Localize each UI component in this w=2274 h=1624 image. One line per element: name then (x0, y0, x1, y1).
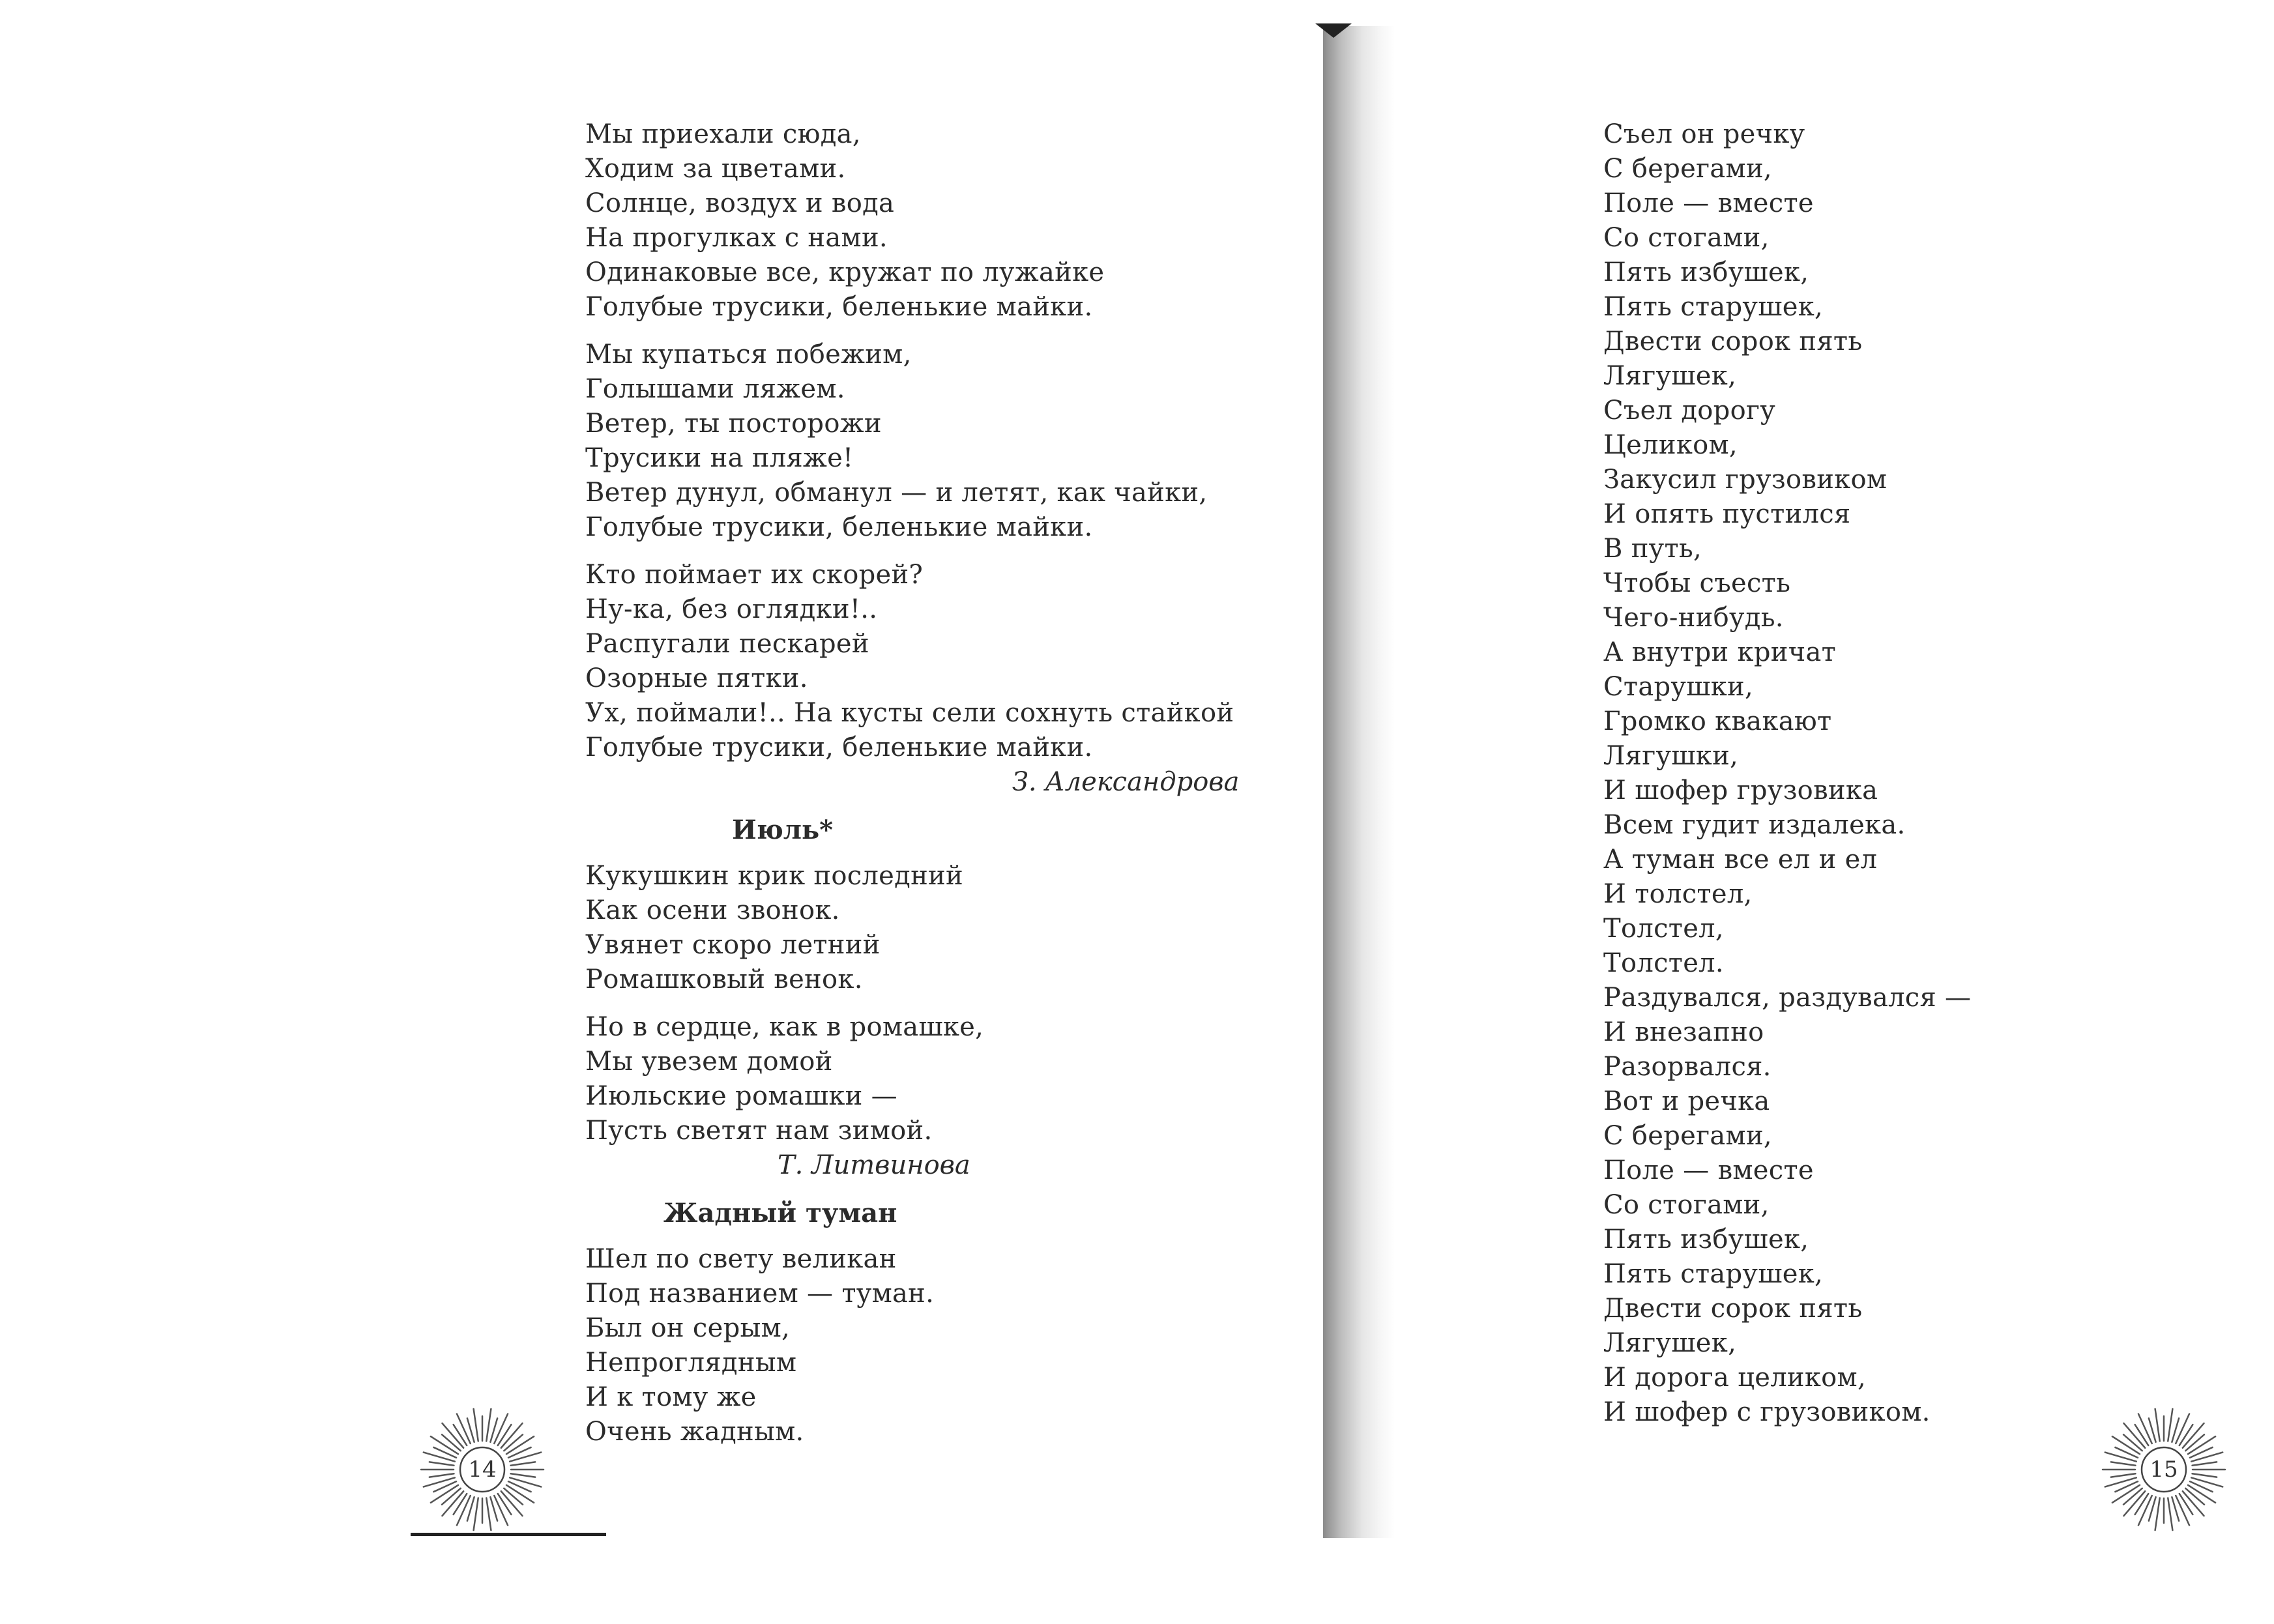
verse-line: Голубые трусики, беленькие майки. (585, 512, 1093, 542)
verse-line: И толстел, (1603, 879, 1753, 909)
verse-line: Лягушек, (1603, 1328, 1737, 1358)
page-number-badge (417, 1404, 547, 1535)
verse-line: Ну-ка, без оглядки!.. (585, 594, 878, 624)
verse-line: Пять избушек, (1603, 257, 1809, 287)
verse-line: Съел дорогу (1603, 396, 1776, 426)
poem-author: Т. Литвинова (778, 1150, 970, 1180)
verse-line: Мы купаться побежим, (585, 340, 912, 370)
verse-line: Пять старушек, (1603, 1259, 1824, 1289)
left-text-column (585, 117, 1302, 1449)
verse-line: И к тому же (585, 1382, 757, 1412)
verse-line: Громко квакают (1603, 706, 1832, 736)
verse-line: Разорвался. (1603, 1052, 1771, 1082)
verse-line: Лягушки, (1603, 741, 1739, 771)
verse-line: Чтобы съесть (1603, 568, 1791, 598)
verse-line: Раздувался, раздувался — (1603, 983, 1972, 1013)
verse-line: Чего-нибудь. (1603, 603, 1784, 633)
verse-line: Поле — вместе (1603, 188, 1814, 218)
verse-line: Со стогами, (1603, 223, 1770, 253)
poem-author: З. Александрова (1012, 767, 1240, 797)
verse-line: Ходим за цветами. (585, 154, 846, 184)
verse-line: На прогулках с нами. (585, 223, 888, 253)
verse-line: Голубые трусики, беленькие майки. (585, 732, 1093, 762)
verse-line: Под названием — туман. (585, 1279, 935, 1309)
page-number: 15 (2150, 1457, 2178, 1483)
verse-line: А внутри кричат (1603, 637, 1837, 667)
verse-line: Был он серым, (585, 1313, 791, 1343)
verse-line: Старушки, (1603, 672, 1753, 702)
verse-line: Всем гудит издалека. (1603, 810, 1906, 840)
right-page (1323, 0, 2274, 1624)
page-number: 14 (468, 1457, 497, 1483)
poem-title: Июль* (732, 815, 834, 845)
verse-line: Двести сорок пять (1603, 1294, 1863, 1324)
verse-line: Кукушкин крик последний (585, 861, 963, 891)
verse-line: Июльские ромашки — (585, 1081, 897, 1111)
verse-line: Ветер, ты посторожи (585, 409, 882, 439)
verse-line: Пусть светят нам зимой. (585, 1116, 933, 1146)
verse-line: Вот и речка (1603, 1086, 1770, 1116)
verse-line: Голышами ляжем. (585, 374, 845, 404)
verse-line: Одинаковые все, кружат по лужайке (585, 257, 1105, 287)
stanza (585, 117, 1302, 325)
verse-line: Поле — вместе (1603, 1155, 1814, 1185)
verse-line: Очень жадным. (585, 1417, 804, 1447)
poem-greedy-fog-continued (1603, 117, 2190, 1430)
verse-line: Пять избушек, (1603, 1225, 1809, 1254)
verse-line: И шофер грузовика (1603, 776, 1878, 805)
stanza (585, 1010, 1302, 1148)
verse-line: И внезапно (1603, 1017, 1764, 1047)
verse-line: Съел он речку (1603, 119, 1805, 149)
verse-line: Голубые трусики, беленькие майки. (585, 292, 1093, 322)
verse-line: Трусики на пляже! (585, 443, 854, 473)
page-number-badge (2099, 1404, 2229, 1535)
verse-line: Увянет скоро летний (585, 930, 881, 960)
stanza (585, 859, 1302, 997)
verse-line: Целиком, (1603, 430, 1738, 460)
verse-line: Закусил грузовиком (1603, 465, 1888, 495)
stanza (585, 338, 1302, 545)
verse-line: Но в сердце, как в ромашке, (585, 1012, 984, 1042)
verse-line: И дорога целиком, (1603, 1363, 1866, 1393)
verse-line: Ромашковый венок. (585, 964, 863, 994)
verse-line: Солнце, воздух и вода (585, 188, 895, 218)
verse-line: И опять пустился (1603, 499, 1851, 529)
verse-line: С берегами, (1603, 154, 1772, 184)
verse-line: Толстел. (1603, 948, 1724, 978)
verse-line: Толстел, (1603, 914, 1724, 944)
verse-line: Шел по свету великан (585, 1244, 897, 1274)
verse-line: А туман все ел и ел (1603, 845, 1878, 875)
right-text-column (1603, 117, 2190, 1430)
verse-line: Как осени звонок. (585, 895, 840, 925)
stanza (585, 558, 1302, 765)
poem-summer (585, 117, 1302, 800)
verse-line: Ветер дунул, обманул — и летят, как чайки, (585, 478, 1208, 508)
verse-line: Распугали пескарей (585, 629, 869, 659)
verse-line: Непроглядным (585, 1348, 797, 1378)
verse-line: Со стогами, (1603, 1190, 1770, 1220)
verse-line: В путь, (1603, 534, 1702, 564)
verse-line: Мы увезем домой (585, 1047, 833, 1077)
verse-line: Ух, поймали!.. На кусты сели сохнуть стайкой (585, 698, 1234, 728)
verse-line: Озорные пятки. (585, 663, 808, 693)
verse-line: И шофер с грузовиком. (1603, 1397, 1931, 1427)
verse-line: С берегами, (1603, 1121, 1772, 1151)
verse-line: Кто поймает их скорей? (585, 560, 924, 590)
poem-greedy-fog (585, 1196, 1302, 1449)
poem-july (585, 813, 1302, 1183)
poem-title: Жадный туман (663, 1198, 897, 1228)
verse-line: Мы приехали сюда, (585, 119, 861, 149)
verse-line: Лягушек, (1603, 361, 1737, 391)
verse-line: Двести сорок пять (1603, 326, 1863, 356)
verse-line: Пять старушек, (1603, 292, 1824, 322)
